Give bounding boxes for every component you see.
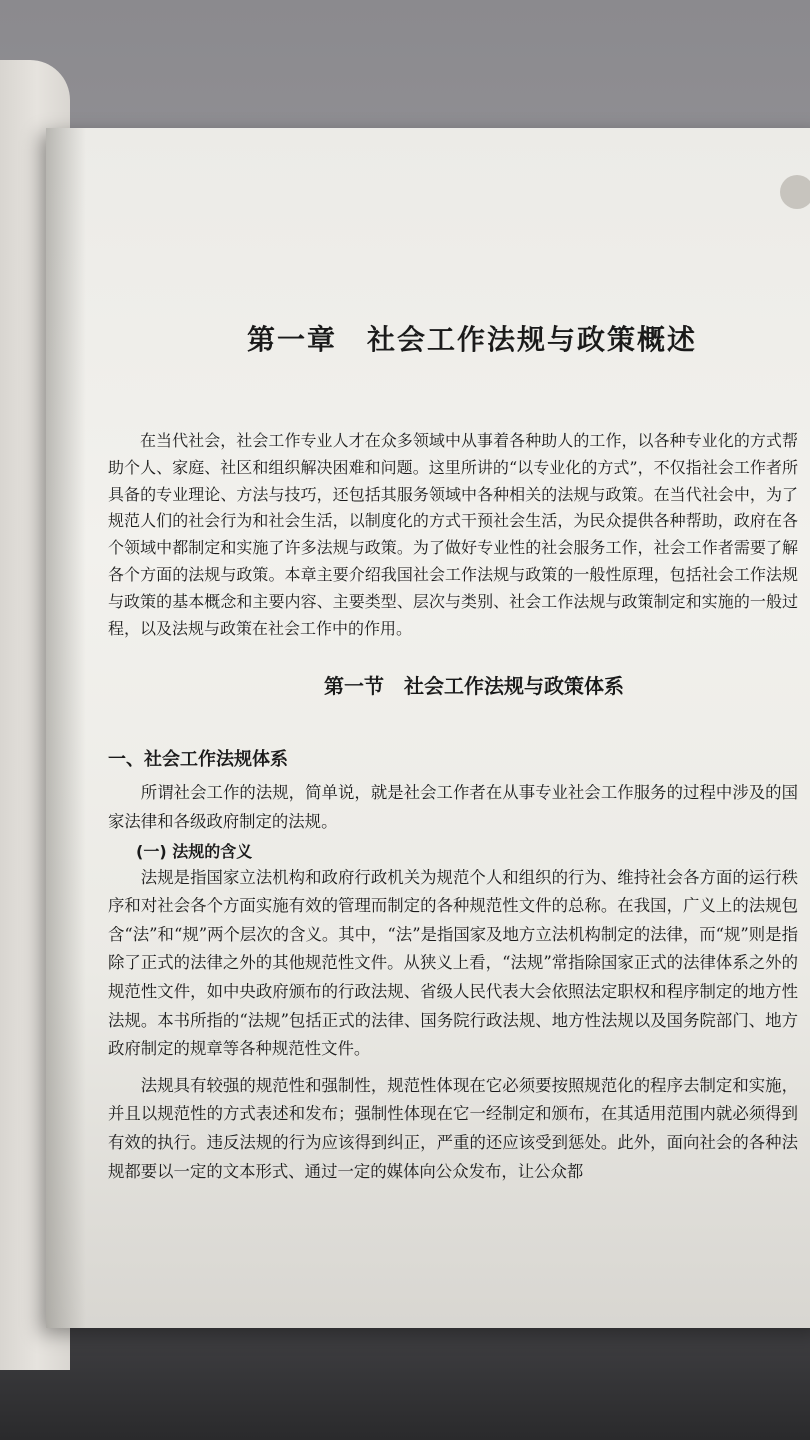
header-logo-icon bbox=[780, 175, 810, 209]
section-title: 第一节 社会工作法规与政策体系 bbox=[324, 674, 624, 699]
paragraph-definition: 所谓社会工作的法规，简单说，就是社会工作者在从事专业社会工作服务的过程中涉及的国家法律和各级政府制定的法规。 bbox=[108, 783, 798, 831]
chapter-title: 第一章 社会工作法规与政策概述 bbox=[246, 323, 697, 356]
page-content bbox=[108, 318, 798, 1186]
intro-paragraph: 在当代社会，社会工作专业人才在众多领域中从事着各种助人的工作，以各种专业化的方式帮助个人、家庭、社区和组织解决困难和问题。这里所讲的“以专业化的方式”，不仅指社会工作者所具备的专业理论、方法与技巧，还包括其服务领域中各种相关的法规与政策。在当代社会中，为了规范人们的社会行为和社会生活，以制度化的方式干预社会生活，为民众提供各种帮助，政府在各个领域中都制定和实施了许多法规与政策。为了做好专业性的社会服务工作，社会工作者需要了解各个方面的法规与政策。本章主要介绍我国社会工作法规与政策的一般性原理，包括社会工作法规与政策的基本概念和主要内容、主要类型、层次与类别、社会工作法规与政策制定和实施的一般过程，以及法规与政策在社会工作中的作用。 bbox=[108, 431, 798, 638]
paragraph-characteristics: 法规具有较强的规范性和强制性，规范性体现在它必须要按照规范化的程序去制定和实施，并且以规范性的方式表述和发布；强制性体现在它一经制定和颁布，在其适用范围内就必须得到有效的执行。违反法规的行为应该得到纠正，严重的还应该受到惩处。此外，面向社会的各种法规都要以一定的文本形式、通过一定的媒体向公众发布，让公众都 bbox=[108, 1075, 798, 1181]
page-gutter-shadow bbox=[46, 128, 86, 1328]
heading-meaning: (一) 法规的含义 bbox=[136, 841, 253, 861]
heading-legal-system: 一、社会工作法规体系 bbox=[108, 749, 288, 771]
paragraph-meaning: 法规是指国家立法机构和政府行政机关为规范个人和组织的行为、维持社会各方面的运行秩序和对社会各个方面实施有效的管理而制定的各种规范性文件的总称。在我国，广义上的法规包含“法”和“规”两个层次的含义。其中，“法”是指国家及地方立法机构制定的法律，而“规”则是指除了正式的法律之外的其他规范性文件。从狭义上看，“法规”常指除国家正式的法律体系之外的规范性文件，如中央政府颁布的行政法规、省级人民代表大会依照法定职权和程序制定的地方性法规。本书所指的“法规”包括正式的法律、国务院行政法规、地方性法规以及国务院部门、地方政府制定的规章等各种规范性文件。 bbox=[108, 867, 798, 1059]
